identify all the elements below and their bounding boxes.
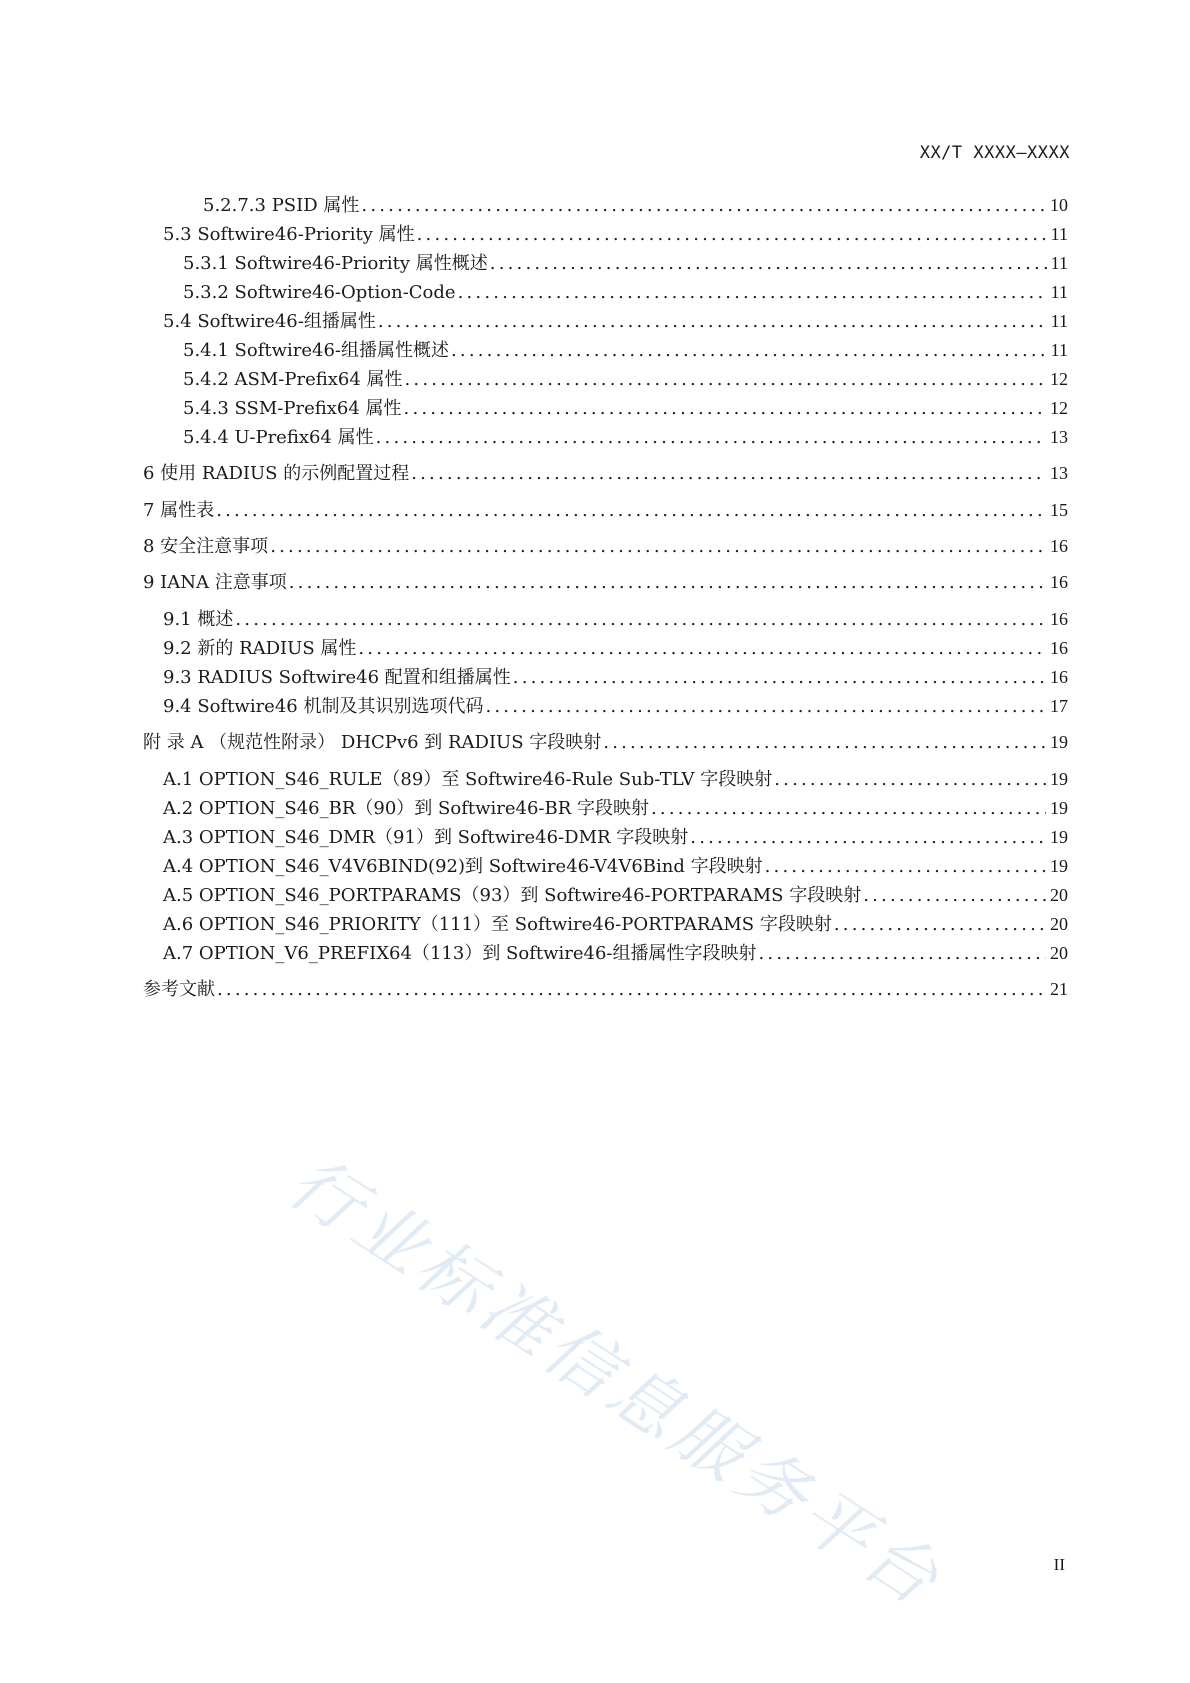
toc-entry[interactable] [143,338,1068,363]
toc-entry-title: 5.3.1 Softwire46-Priority 属性概述 [183,253,488,274]
toc-leader-dots [863,884,1046,908]
page-number: II [1053,1555,1065,1574]
toc-entry-title: 9.3 RADIUS Softwire46 配置和组播属性 [163,667,511,688]
toc-leader-dots [270,535,1046,559]
toc-entry-title: A.2 OPTION_S46_BR（90）到 Softwire46-BR 字段映射 [163,798,649,819]
toc-entry-page: 11 [1050,282,1068,302]
toc-entry[interactable] [143,665,1068,690]
toc-leader-dots [417,223,1047,247]
toc-entry[interactable] [143,251,1068,276]
toc-entry[interactable] [143,941,1068,966]
toc-entry-title: 5.3.2 Softwire46-Option-Code [183,282,456,303]
toc-entry-title: 5.3 Softwire46-Priority 属性 [163,224,415,245]
toc-leader-dots [289,571,1046,595]
toc-entry-page: 12 [1050,398,1068,418]
toc-leader-dots [651,797,1046,821]
toc-leader-dots [235,608,1046,632]
toc-entry-page: 10 [1050,195,1068,215]
toc-entry[interactable] [143,730,1068,755]
toc-entry-title: 参考文献 [143,979,215,1000]
toc-entry-page: 17 [1050,696,1068,716]
toc-entry[interactable] [143,912,1068,937]
toc-entry-page: 16 [1050,572,1068,592]
toc-entry[interactable] [143,977,1068,1002]
toc-entry-page: 19 [1050,798,1068,818]
toc-leader-dots [765,855,1046,879]
toc-entry[interactable] [143,309,1068,334]
toc-entry[interactable] [143,694,1068,719]
toc-entry-title: 9.2 新的 RADIUS 属性 [163,638,357,659]
toc-entry-title: 5.4.2 ASM-Prefix64 属性 [183,369,403,390]
toc-entry-page: 11 [1050,224,1068,244]
toc-entry[interactable] [143,498,1068,523]
toc-entry[interactable] [143,883,1068,908]
toc-entry-page: 13 [1050,463,1068,483]
toc-leader-dots [759,942,1046,966]
toc-entry[interactable] [143,396,1068,421]
toc-entry-title: 8 安全注意事项 [143,536,269,557]
toc-leader-dots [774,768,1046,792]
toc-entry[interactable] [143,767,1068,792]
toc-leader-dots [358,637,1046,661]
toc-leader-dots [361,194,1046,218]
toc-entry-title: 6 使用 RADIUS 的示例配置过程 [143,463,410,484]
toc-entry-title: 5.4.4 U-Prefix64 属性 [183,427,374,448]
toc-leader-dots [451,339,1047,363]
toc-entry-page: 19 [1050,856,1068,876]
toc-entry[interactable] [143,461,1068,486]
toc-entry-page: 16 [1050,638,1068,658]
toc-entry[interactable] [143,796,1068,821]
toc-entry[interactable] [143,534,1068,559]
toc-entry-title: 5.4.3 SSM-Prefix64 属性 [183,398,402,419]
toc-entry-page: 13 [1050,427,1068,447]
toc-entry-title: 附 录 A （规范性附录） DHCPv6 到 RADIUS 字段映射 [143,732,602,753]
toc-entry-page: 19 [1050,827,1068,847]
toc-entry-page: 12 [1050,369,1068,389]
standard-code: XX/T XXXX—XXXX [919,143,1070,163]
toc-entry[interactable] [143,425,1068,450]
toc-entry[interactable] [143,854,1068,879]
toc-entry-title: 5.4 Softwire46-组播属性 [163,311,376,332]
toc-entry-page: 15 [1050,500,1068,520]
toc-entry-page: 16 [1050,667,1068,687]
toc-entry-title: A.5 OPTION_S46_PORTPARAMS（93）到 Softwire46-PORTPARAMS 字段映射 [163,885,862,906]
watermark: 行业标准信息服务平台 [274,1140,957,1624]
toc-entry[interactable] [143,193,1068,218]
toc-entry-title: 7 属性表 [143,500,215,521]
toc-entry-title: 5.2.7.3 PSID 属性 [203,195,360,216]
toc-entry-page: 21 [1050,979,1068,999]
toc-entry-page: 16 [1050,536,1068,556]
toc-entry-page: 19 [1050,769,1068,789]
toc-entry-title: A.3 OPTION_S46_DMR（91）到 Softwire46-DMR 字段映射 [163,827,689,848]
toc-leader-dots [216,499,1046,523]
toc-entry-title: A.4 OPTION_S46_V4V6BIND(92)到 Softwire46-V4V6Bind 字段映射 [163,856,763,877]
toc-entry-page: 16 [1050,609,1068,629]
toc-entry[interactable] [143,570,1068,595]
toc-entry[interactable] [143,825,1068,850]
toc-entry[interactable] [143,367,1068,392]
toc-entry-page: 11 [1050,253,1068,273]
toc-entry-title: A.7 OPTION_V6_PREFIX64（113）到 Softwire46-组播属性字段映射 [163,943,757,964]
toc-leader-dots [378,310,1047,334]
toc-entry-page: 19 [1050,732,1068,752]
toc-entry-title: A.1 OPTION_S46_RULE（89）至 Softwire46-Rule Sub-TLV 字段映射 [163,769,773,790]
toc-leader-dots [376,426,1046,450]
toc-entry[interactable] [143,636,1068,661]
toc-entry-page: 11 [1050,311,1068,331]
toc-entry-page: 20 [1050,885,1068,905]
toc-entry-title: 9 IANA 注意事项 [143,572,287,593]
toc-entry-title: 5.4.1 Softwire46-组播属性概述 [183,340,449,361]
toc-leader-dots [404,397,1046,421]
toc-leader-dots [834,913,1046,937]
toc-entry[interactable] [143,222,1068,247]
toc-leader-dots [458,281,1047,305]
toc-leader-dots [405,368,1046,392]
toc-leader-dots [513,666,1046,690]
toc-leader-dots [490,252,1047,276]
toc-entry-title: 9.4 Softwire46 机制及其识别选项代码 [163,696,484,717]
toc-leader-dots [603,731,1046,755]
toc-leader-dots [485,695,1046,719]
toc-entry[interactable] [143,280,1068,305]
toc-entry[interactable] [143,607,1068,632]
toc-leader-dots [217,978,1046,1002]
toc-leader-dots [690,826,1046,850]
toc-leader-dots [411,462,1046,486]
toc-entry-page: 20 [1050,914,1068,934]
toc-entry-page: 11 [1050,340,1068,360]
toc-entry-title: A.6 OPTION_S46_PRIORITY（111）至 Softwire46-PORTPARAMS 字段映射 [163,914,832,935]
toc-entry-title: 9.1 概述 [163,609,234,630]
toc-entry-page: 20 [1050,943,1068,963]
